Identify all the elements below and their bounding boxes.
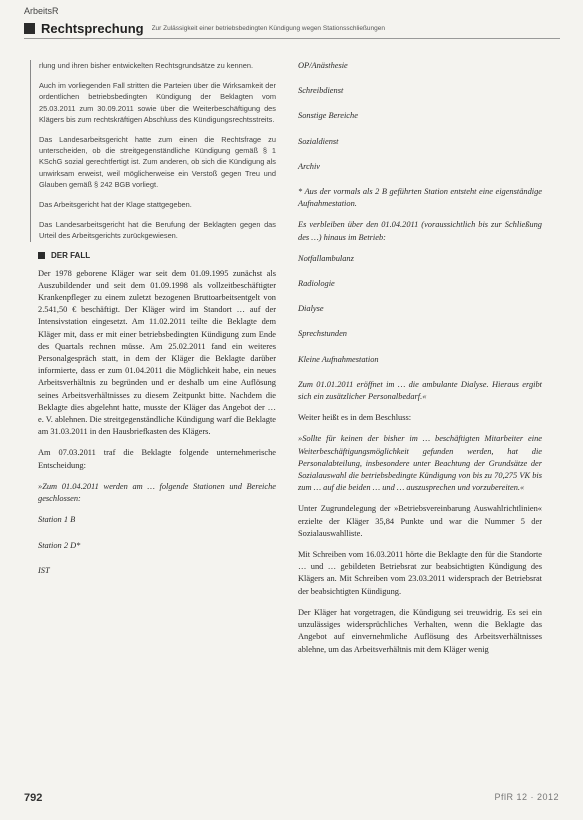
quote-paragraph: »Zum 01.04.2011 werden am … folgende Stationen und Bereiche geschlossen: [38, 481, 276, 504]
section-heading-text: DER FALL [51, 250, 91, 260]
list-item: Notfallambulanz [298, 253, 354, 263]
quote-paragraph: Es verbleiben über den 01.04.2011 (voraussichtlich bis zur Schließung des …) hinaus im Betrieb: [298, 220, 542, 242]
list-item: Schreibdienst [298, 86, 344, 96]
body-paragraph: Mit Schreiben vom 16.03.2011 hörte die Beklagte den für die Standorte … und … gebildeten Betriebsrat zur beabsichtigten Kündigung des Klägers an. Mit Schreiben vom 23.03.2011 widersprach der Betriebsrat der beabsichtigten Kündigung. [298, 550, 542, 596]
page-title: Rechtsprechung [41, 20, 144, 36]
summary-paragraph: Das Landesarbeitsgericht hat die Berufung der Beklagten gegen das Urteil des Arbeitsgerichts zurückgewiesen. [39, 220, 276, 241]
body-paragraph: Der Kläger hat vorgetragen, die Kündigung sei treuwidrig. Es sei ein unzulässiges widersprüchliches Verhalten, wenn die Beklagte das Angebot auf einvernehmliche Auflösung des Arbeitsverhältnisses ablehne, um das Arbeitsverhältnis mit dem Kläger wenig [298, 607, 542, 654]
quote-paragraph: »Sollte für keinen der bisher im … beschäftigten Mitarbeiter eine Weiterbeschäftigungsmöglichkeit gefunden werden, hat die Personalabteilung, insbesondere unter Beachtung der Grundsätze der Sozialauswahl die betriebsbedingte Kündigung von bis zu 70,275 VK bis zum … auf die beiden … und … auszusprechen und vorzubereiten.« [298, 434, 542, 493]
list-item: Sozialdienst [298, 136, 339, 146]
body-paragraph: Der 1978 geborene Kläger war seit dem 01.09.1995 zunächst als Auszubildender und seit dem 01.09.1998 als vollzeitbeschäftigter Krankenpfleger zu einem zuletzt bezogenen Bruttoarbeitsentgelt von 2.541,50 € beschäftigt. Der Kläger wird im Standort … auf der Intensivstation eingesetzt. Am 11.02.2011 teilte die Beklagte dem Kläger mit, dass er mit einer betriebsbedingten Kündigung zum Ende des Quartals rechnen müsse. Am 25.02.2011 fand ein weiteres Personalgespräch statt, in dem der Kläger die Beklagte darüber informierte, dass er zum 01.04.2011 die Möglichkeit habe, ein neues Arbeitsverhältnis zu begründen und er deshalb um eine Auflösung seines Arbeitsverhältnisses zu diesem Zeitpunkt bitte. Nachdem die Beklagte dies abgelehnt hatte, musste der Kläger das Angebot der … e. V. ablehnen. Die streitgegenständliche Kündigung warf die Beklagte am 31.03.2011 in den Hausbriefkasten des Klägers. [38, 268, 276, 437]
list-item: Sonstige Bereiche [298, 111, 358, 121]
summary-paragraph: Das Arbeitsgericht hat der Klage stattgegeben. [39, 200, 192, 210]
list-item: Dialyse [298, 304, 324, 314]
square-bullet-icon [38, 252, 45, 259]
footnote: * Aus der vormals als 2 B geführten Station entsteht eine eigenständige Aufnahmestation. [298, 187, 542, 209]
body-paragraph: Am 07.03.2011 traf die Beklagte folgende unternehmerische Entscheidung: [38, 448, 276, 470]
square-bullet-icon [24, 23, 35, 34]
summary-paragraph: Das Landesarbeitsgericht hatte zum einen die Rechtsfrage zu unterscheiden, ob die streitgegenständliche Kündigung gemäß § 1 KSchG sozial gerechtfertigt ist. Zum anderen, ob sich die Kündigung als unwirksam erweist, weil möglicherweise ein Verstoß gegen Treu und Glauben gemäß § 242 BGB vorliegt. [39, 135, 276, 189]
section-label: ArbeitsR [24, 6, 59, 16]
body-paragraph: Weiter heißt es in dem Beschluss: [298, 413, 412, 423]
summary-paragraph: rlung und ihren bisher entwickelten Rechtsgrundsätze zu kennen. [39, 61, 254, 70]
list-item: Radiologie [298, 279, 335, 289]
list-item: Kleine Aufnahmestation [298, 354, 379, 364]
header-bar [24, 20, 560, 36]
list-item: IST [38, 565, 50, 575]
list-item: Archiv [298, 161, 321, 171]
issue-label: PflR 12 · 2012 [494, 792, 559, 802]
list-item: OP/Anästhesie [298, 61, 348, 70]
summary-paragraph: Auch im vorliegenden Fall stritten die Parteien über die Wirksamkeit der ordentlichen betriebsbedingten Kündigung der Beklagten vom 25.03.2011 zum 30.09.2011 sowie über die Weiterbeschäftigung des Klägers bis zum rechtskräftigen Abschluss des Kündigungsrechtsstreits. [39, 81, 276, 124]
list-item: Station 1 B [38, 515, 76, 525]
left-column [38, 60, 276, 590]
header-rule [24, 38, 560, 39]
quote-paragraph: Zum 01.01.2011 eröffnet im … die ambulante Dialyse. Hieraus ergibt sich ein zusätzlicher Personalbedarf.« [298, 379, 542, 402]
section-heading [38, 251, 276, 260]
page-number: 792 [24, 792, 43, 804]
summary-block [30, 60, 276, 242]
list-item: Station 2 D* [38, 540, 81, 550]
page-subtitle: Zur Zulässigkeit einer betriebsbedingten Kündigung wegen Stationsschließungen [151, 24, 386, 32]
right-column [298, 60, 542, 665]
body-paragraph: Unter Zugrundelegung der »Betriebsvereinbarung Auswahlrichtlinien« erzielte der Kläger 35,84 Punkte und war die Nummer 5 der Sozialauswahlliste. [298, 504, 542, 538]
list-item: Sprechstunden [298, 329, 347, 339]
